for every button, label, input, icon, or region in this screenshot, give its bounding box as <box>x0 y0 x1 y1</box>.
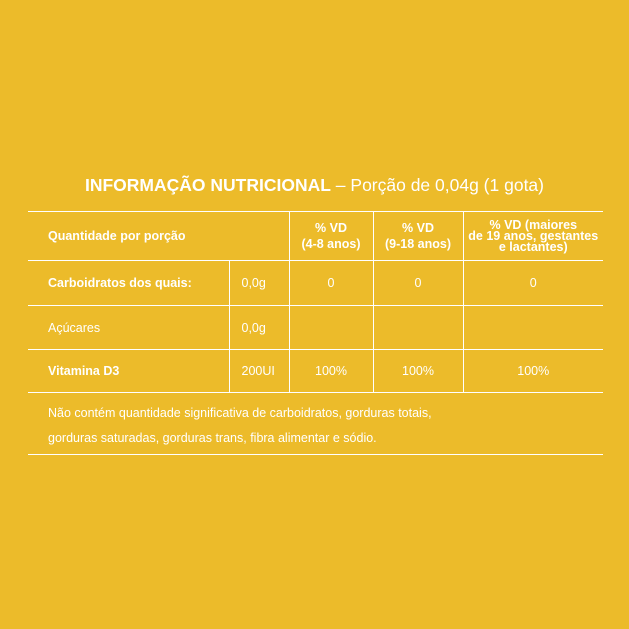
row-vd2-carbohydrates: 0 <box>373 261 463 306</box>
serving-size-text: – Porção de 0,04g (1 gota) <box>330 175 544 195</box>
footnote-line2: gorduras saturadas, gorduras trans, fibra alimentar e sódio. <box>48 431 377 445</box>
nutrition-title-bold: INFORMAÇÃO NUTRICIONAL <box>84 175 331 195</box>
header-vd-9-18 <box>373 212 463 261</box>
row-vd1-sugars <box>289 306 373 350</box>
table-row <box>28 306 603 350</box>
footnote-line1: Não contém quantidade significativa de carboidratos, gorduras totais, <box>48 406 432 420</box>
header-vd-19-line1: % VD (maiores <box>489 217 578 232</box>
row-vd3-carbohydrates: 0 <box>463 261 603 306</box>
row-vd3-vitamin-d3: 100% <box>463 350 603 393</box>
row-vd1-vitamin-d3: 100% <box>289 350 373 393</box>
header-vd-4-8 <box>289 212 373 261</box>
table-row <box>28 350 603 393</box>
row-vd3-sugars <box>463 306 603 350</box>
nutrition-table <box>28 211 603 393</box>
row-amount-vitamin-d3: 200UI <box>229 350 289 393</box>
row-vd2-vitamin-d3: 100% <box>373 350 463 393</box>
header-vd-9-18-line1: % VD <box>402 221 434 235</box>
row-label-carbohydrates: Carboidratos dos quais: <box>28 261 229 306</box>
header-vd-4-8-line2: (4-8 anos) <box>301 237 361 251</box>
footnote-box <box>28 389 603 455</box>
header-vd-9-18-line2: (9-18 anos) <box>385 237 452 251</box>
row-vd2-sugars <box>373 306 463 350</box>
header-vd-19-line3: e lactantes) <box>498 239 568 254</box>
table-header-row <box>28 212 603 261</box>
header-vd-4-8-line1: % VD <box>315 221 347 235</box>
table-row <box>28 261 603 306</box>
footnote-text <box>28 389 603 451</box>
header-vd-19-plus <box>463 212 603 261</box>
row-label-sugars: Açúcares <box>28 306 229 350</box>
nutrition-title <box>0 175 629 196</box>
row-amount-sugars: 0,0g <box>229 306 289 350</box>
row-amount-carbohydrates: 0,0g <box>229 261 289 306</box>
row-vd1-carbohydrates: 0 <box>289 261 373 306</box>
header-vd-19-line2: de 19 anos, gestantes <box>468 228 599 243</box>
row-label-vitamin-d3: Vitamina D3 <box>28 350 229 393</box>
header-quantity-label: Quantidade por porção <box>28 212 289 261</box>
